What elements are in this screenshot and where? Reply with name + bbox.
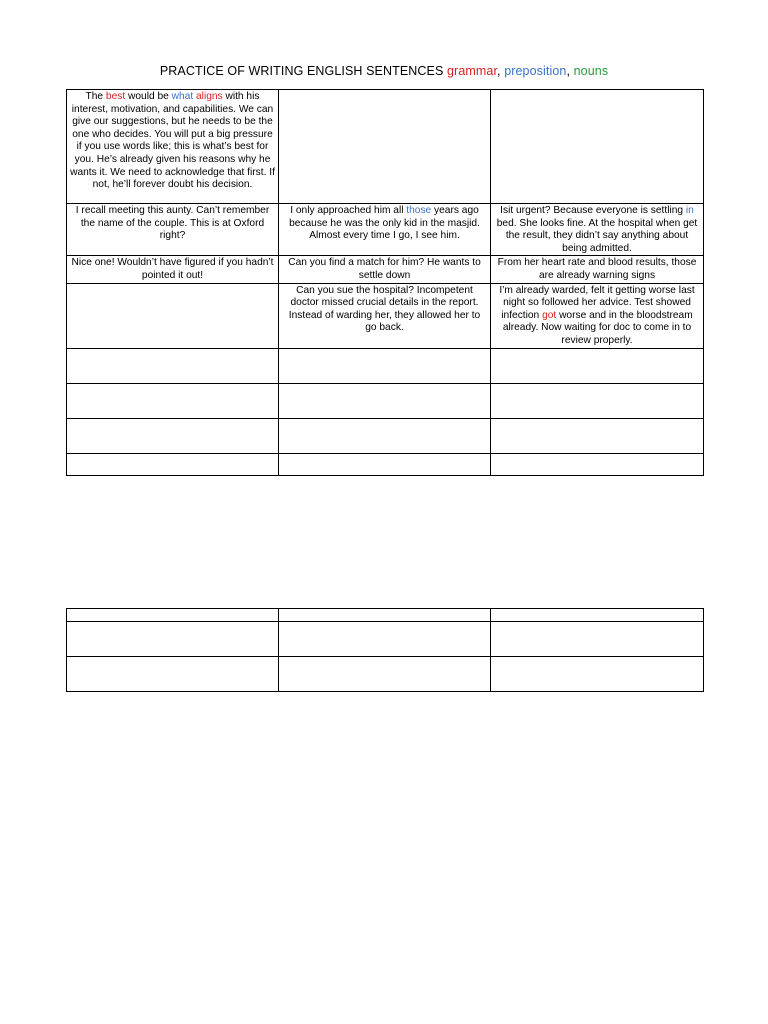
table-cell[interactable] — [67, 622, 279, 657]
cell-text: The — [85, 91, 106, 102]
cell-text: Nice one! Wouldn’t have figured if you hadn’t pointed it out! — [71, 257, 274, 281]
table-row — [67, 348, 704, 383]
table-cell[interactable] — [67, 90, 279, 204]
table-cell[interactable] — [67, 418, 279, 453]
table-row — [67, 453, 704, 475]
empty-table — [66, 608, 704, 692]
table-cell[interactable] — [279, 657, 491, 692]
cell-text: would be — [125, 91, 172, 102]
table-row — [67, 657, 704, 692]
table-row — [67, 383, 704, 418]
table-cell[interactable] — [491, 453, 704, 475]
grammar-word: best — [105, 91, 126, 102]
table-cell[interactable] — [279, 383, 491, 418]
table-cell[interactable] — [67, 453, 279, 475]
title-grammar: grammar — [447, 64, 498, 78]
cell-text: Isit urgent? Because everyone is settling — [500, 205, 686, 216]
preposition-word: those — [406, 205, 432, 216]
preposition-word: in — [685, 205, 694, 216]
table-cell[interactable] — [491, 418, 704, 453]
table-cell[interactable] — [67, 383, 279, 418]
cell-text: bed. She looks fine. At the hospital when get the result, they didn’t say anything about being admitted. — [496, 217, 698, 254]
table-row — [67, 622, 704, 657]
table-cell[interactable] — [67, 348, 279, 383]
title-main: PRACTICE OF WRITING ENGLISH SENTENCES — [159, 64, 444, 78]
table-row — [67, 90, 704, 204]
cell-text: I’m already warded, felt it getting worse last night so followed her advice. Test showed infection — [499, 284, 695, 321]
cell-text: From her heart rate and blood results, those are already warning signs — [497, 257, 697, 281]
table-cell[interactable] — [279, 418, 491, 453]
table-cell[interactable] — [67, 283, 279, 348]
table-cell[interactable] — [491, 283, 704, 348]
cell-text: Can you find a match for him? He wants to settle down — [288, 257, 481, 281]
cell-text: I recall meeting this aunty. Can’t remember the name of the couple. This is at Oxford right? — [75, 205, 270, 242]
table-row — [67, 204, 704, 256]
table-row — [67, 418, 704, 453]
table-cell[interactable] — [491, 609, 704, 622]
table-cell[interactable] — [491, 622, 704, 657]
table-cell[interactable] — [67, 204, 279, 256]
table-cell[interactable] — [279, 204, 491, 256]
table-cell[interactable] — [279, 453, 491, 475]
grammar-word: got — [542, 309, 557, 321]
cell-text: worse and in the bloodstream already. Now waiting for doc to come in to review properly. — [502, 309, 693, 346]
grammar-word: aligns — [196, 91, 223, 102]
table-cell[interactable] — [491, 657, 704, 692]
title-sep: , — [566, 64, 571, 78]
table-cell[interactable] — [279, 609, 491, 622]
title-preposition: preposition — [504, 64, 567, 78]
table-row — [67, 609, 704, 622]
table-cell[interactable] — [279, 622, 491, 657]
sentences-table — [66, 89, 704, 476]
cell-text: Can you sue the hospital? Incompetent doctor missed crucial details in the report. Instead of warding her, they allowed her to go back. — [288, 284, 481, 334]
table-cell[interactable] — [67, 256, 279, 283]
page-title — [0, 64, 768, 78]
table-cell[interactable] — [279, 283, 491, 348]
table-cell[interactable] — [279, 90, 491, 204]
cell-text: years ago because he was the only kid in the masjid. Almost every time I go, I see him. — [289, 205, 480, 242]
table-cell[interactable] — [491, 383, 704, 418]
table-cell[interactable] — [491, 204, 704, 256]
table-cell[interactable] — [67, 657, 279, 692]
cell-text: with his interest, motivation, and capabilities. We can give our suggestions, but he needs to be the one who decides. You will put a big pressure if you use words like; this is what’s best for you. He’s already given his reasons why he wants it. We need to acknowledge that first. If not, he’ll forever doubt his decision. — [70, 91, 275, 191]
table-cell[interactable] — [279, 256, 491, 283]
table-cell[interactable] — [491, 90, 704, 204]
preposition-word: what — [171, 91, 194, 102]
table-row — [67, 283, 704, 348]
table-cell[interactable] — [491, 256, 704, 283]
title-nouns: nouns — [573, 64, 609, 78]
title-sep: , — [497, 64, 501, 78]
table-row — [67, 256, 704, 283]
cell-text: I only approached him all — [290, 205, 407, 216]
table-cell[interactable] — [279, 348, 491, 383]
table-cell[interactable] — [67, 609, 279, 622]
table-cell[interactable] — [491, 348, 704, 383]
